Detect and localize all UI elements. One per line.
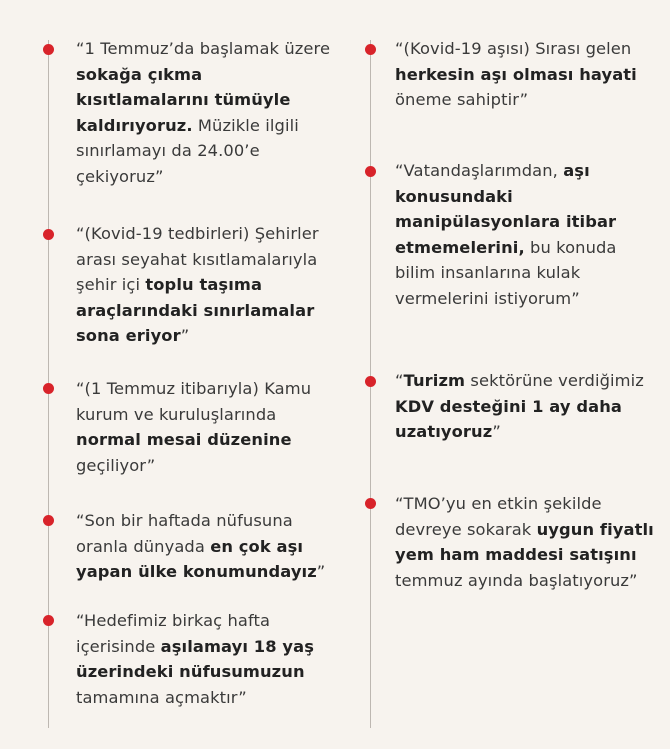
quote-text: temmuz ayında başlatıyoruz” <box>395 570 638 590</box>
quote-text: “Hedefimiz birkaç hafta içerisinde <box>76 611 271 656</box>
timeline-dot <box>365 498 376 509</box>
quote-item <box>76 376 338 478</box>
quote-bold-text: sokağa çıkma kısıtlamalarını tümüyle kaldırıyoruz. <box>76 64 291 135</box>
quote-item <box>76 608 338 710</box>
quote-bold-text: herkesin aşı olması hayati <box>395 64 637 84</box>
timeline-dot <box>43 229 54 240</box>
quote-text: ” <box>492 422 501 441</box>
quote-bold-text: en çok aşı yapan ülke konumundayız <box>76 536 317 581</box>
quote-bold-text: toplu taşıma araçlarındaki sınırlamalar sona eriyor <box>76 275 315 345</box>
quote-text: tamamına açmaktır” <box>76 687 247 707</box>
quote-text: “TMO’yu en etkin şekilde devreye sokarak <box>395 494 602 539</box>
quote-text: öneme sahiptir” <box>395 90 529 109</box>
quote-text: “(Kovid-19 aşısı) Sırası gelen <box>395 39 632 58</box>
quote-bold-text: aşılamayı 18 yaş üzerindeki nüfusumuzun <box>76 636 315 681</box>
quote-item <box>76 36 338 189</box>
quote-text: “ <box>395 371 404 390</box>
quote-item <box>395 158 657 311</box>
timeline-dot <box>43 383 54 394</box>
timeline-dot <box>365 376 376 387</box>
quote-bold-text: KDV desteğini 1 ay daha uzatıyoruz <box>395 396 622 441</box>
quote-item <box>395 491 657 593</box>
quote-bold-text: normal mesai düzenine <box>76 430 292 449</box>
quote-text: sektörüne verdiğimiz <box>465 371 644 390</box>
quote-text: “1 Temmuz’da başlamak üzere <box>76 39 331 58</box>
quote-bold-text: uygun fiyatlı yem ham maddesi satışını <box>395 519 654 564</box>
quote-text: bu konuda bilim insanlarına kulak vermelerini istiyorum” <box>395 237 617 308</box>
quote-text: ” <box>180 326 190 345</box>
quote-item <box>76 221 338 349</box>
quote-text: “(1 Temmuz itibarıyla) Kamu kurum ve kuruluşlarında <box>76 379 312 424</box>
timeline-dot <box>365 166 376 177</box>
quote-text: ” <box>316 562 326 581</box>
quote-text: “Vatandaşlarımdan, <box>395 161 564 180</box>
quote-text: geçiliyor” <box>76 455 156 475</box>
quote-item <box>395 368 657 445</box>
quote-bold-text: Turizm <box>403 371 466 390</box>
quote-bold-text: aşı konusundaki manipülasyonlara itibar etmemelerini, <box>395 161 617 257</box>
timeline-dot <box>43 515 54 526</box>
quote-text: “Son bir haftada nüfusuna oranla dünyada <box>76 511 293 556</box>
timeline-dot <box>43 44 54 55</box>
quote-item <box>76 508 338 585</box>
timeline-dot <box>43 615 54 626</box>
quote-text: Müzikle ilgili sınırlamayı da 24.00’e çekiyoruz” <box>76 115 299 186</box>
quote-text: “(Kovid-19 tedbirleri) Şehirler arası seyahat kısıtlamalarıyla şehir içi <box>76 224 319 294</box>
timeline-dot <box>365 44 376 55</box>
quote-item <box>395 36 657 113</box>
